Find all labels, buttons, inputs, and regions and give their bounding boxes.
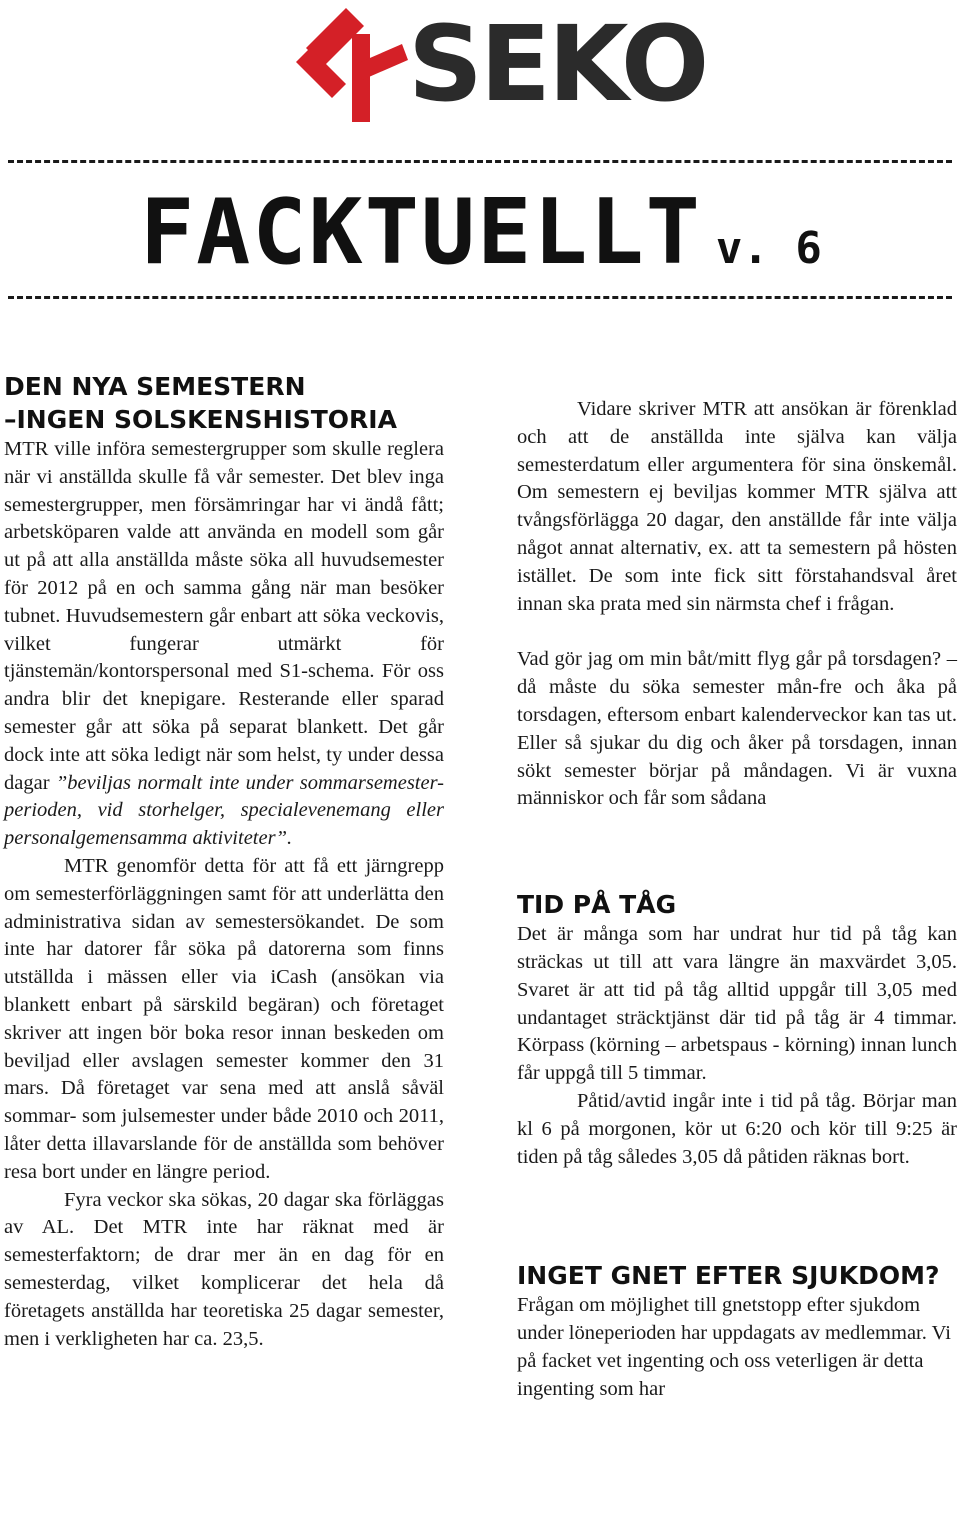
newsletter-masthead (140, 178, 822, 288)
article-paragraph: Påtid/avtid ingår inte i tid på tåg. Börjar man kl 6 på morgonen, kör ut 6:20 och kör till 9:25 är tiden på tåg således 3,05 då påtiden räknas bort. (517, 1089, 957, 1168)
right-column (517, 396, 957, 1517)
article-paragraph: MTR genomför detta för att få ett järngrepp om semesterförläggningen samt för att underlätta den administrativa sidan av semestersökandet. De som inte har datorer får söka på datorerna som finns utställda i mässen eller via iCash (ansökan via blankett enbart på särskild begäran) och företaget skriver att ingen bör boka resor innan beskeden om beviljad eller avslagen semester kommer den 31 mars. Då företaget var sena med att anslå såväl sommar- som julsemester under både 2010 och 2011, låter detta illavarslande för de anställda som behöver resa bort under en längre period. (4, 854, 444, 1183)
article-paragraph: Det är många som har undrat hur tid på tåg kan sträckas ut till att vara längre än maxvärdet 3,05. Svaret är att tid på tåg alltid uppgår till 3,05 med undantaget sträcktjänst där tid på tåg är 4 timmar. Körpass (körning – arbetspaus - körning) innan lunch får uppgå till 5 timmar. (517, 923, 957, 1085)
article-heading: TID PÅ TÅG (517, 890, 677, 920)
left-column (4, 370, 444, 1517)
article-text: MTR ville införa semestergrupper som skulle reglera när vi anställda skulle få vår semester. Det blev inga semestergrupper, men försämringar har vi ändå fått; arbetsköparen valde att använda en modell som går ut på att alla anställda måste söka all huvudsemester för 2012 på en och samma gång när man besöker tubnet. Huvudsemestern går enbart att söka veckovis, vilket fungerar utmärkt för tjänstemän/kontorspersonal med S1-schema. För oss andra blir det knepigare. Resterande eller sparad semester går att söka på separat blankett. Det går dock inte att söka ledigt när som helst, ty under dessa dagar (4, 438, 444, 794)
issue-number: v. 6 (715, 223, 822, 274)
bottom-divider (8, 296, 952, 299)
top-divider (8, 160, 952, 163)
seko-wordmark: SEKO (408, 3, 707, 125)
article-paragraph: Vidare skriver MTR att ansökan är förenklad och att de anställda inte själva kan välja semesterdatum eller argumentera för sina önskemål. Om semestern ej beviljas kommer MTR själva att tvångsförlägga 20 dagar, den anställde får inte välja något annat alternativ, ex. att ta semestern på hösten istället. De som inte fick sitt förstahandsval året innan ska prata med sin närmsta chef i frågan. (517, 398, 957, 615)
article-quote: ”beviljas normalt inte under sommarsemester-perioden, vid storhelger, specialevenemang eller personalgemensamma aktiviteter”. (4, 771, 444, 850)
newsletter-title: FACKTUELLT (140, 180, 702, 285)
article-paragraph: Fyra veckor ska sökas, 20 dagar ska förläggas av AL. Det MTR inte har räknat med är semesterfaktorn; de drar mer än en dag för en semesterdag, vilket komplicerar det hela då företagets anställda har teoretiska 25 dagar semester, men i verkligheten har ca. 23,5. (4, 1188, 444, 1350)
article-heading: INGET GNET EFTER SJUKDOM? (517, 1261, 940, 1291)
seko-logo (290, 3, 707, 126)
article-heading-line2: –INGEN SOLSKENSHISTORIA (4, 405, 397, 434)
article-paragraph: Frågan om möjlighet till gnetstopp efter sjukdom under löneperioden har uppdagats av medlemmar. Vi på facket vet ingenting och oss veterligen är detta ingenting som har (517, 1294, 951, 1400)
article-paragraph: Vad gör jag om min båt/mitt flyg går på torsdagen? –då måste du söka semester mån-fre och åka på torsdagen, eftersom enbart kalenderveckor kan tas ut. Eller så sjukar du dig och åker på torsdagen, innan sökt semester börjar på måndagen. Vi är vuxna människor och får som sådana (517, 648, 957, 810)
article-heading-line1: DEN NYA SEMESTERN (4, 372, 306, 401)
seko-emblem-icon (290, 4, 414, 126)
article-paragraph (4, 436, 444, 853)
